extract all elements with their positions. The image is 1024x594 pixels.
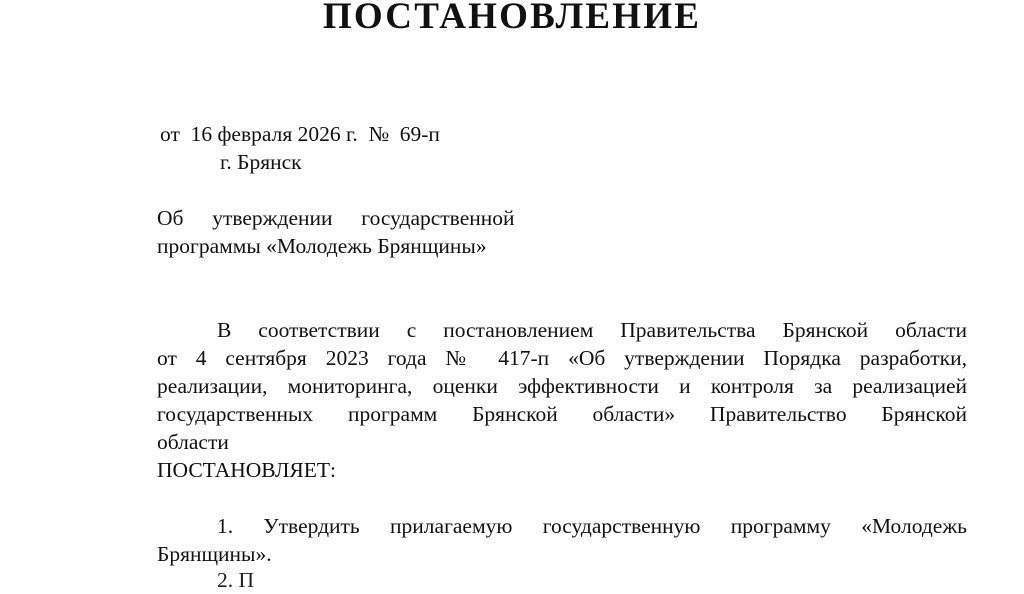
subject-line-2: программы «Молодежь Брянщины» <box>157 234 487 258</box>
document-title: ПОСТАНОВЛЕНИЕ <box>322 0 702 37</box>
preamble-line-4: государственных программ Брянской области» Правительство Брянской <box>157 402 967 426</box>
preamble-line-3: реализации, мониторинга, оценки эффективности и контроля за реализацией <box>157 374 967 398</box>
paragraph-preamble <box>157 316 967 428</box>
item-2-partial: 2. П <box>217 568 255 592</box>
item-1 <box>157 512 967 540</box>
preamble-line-5: области <box>157 430 229 454</box>
city-line: г. Брянск <box>220 150 302 174</box>
subject-line-1: Об утверждении государственной <box>157 206 515 230</box>
item-1-line-2: Брянщины». <box>157 542 272 566</box>
item-1-line-1: 1. Утвердить прилагаемую государственную программу «Молодежь <box>217 514 967 538</box>
date-number-line: от 16 февраля 2026 г. № 69-п <box>160 122 440 146</box>
preamble-line-1: В соответствии с постановлением Правительства Брянской области <box>217 318 967 342</box>
preamble-line-2: от 4 сентября 2023 года № 417-п «Об утверждении Порядка разработки, <box>157 346 967 370</box>
decree-word: ПОСТАНОВЛЯЕТ: <box>157 458 336 482</box>
